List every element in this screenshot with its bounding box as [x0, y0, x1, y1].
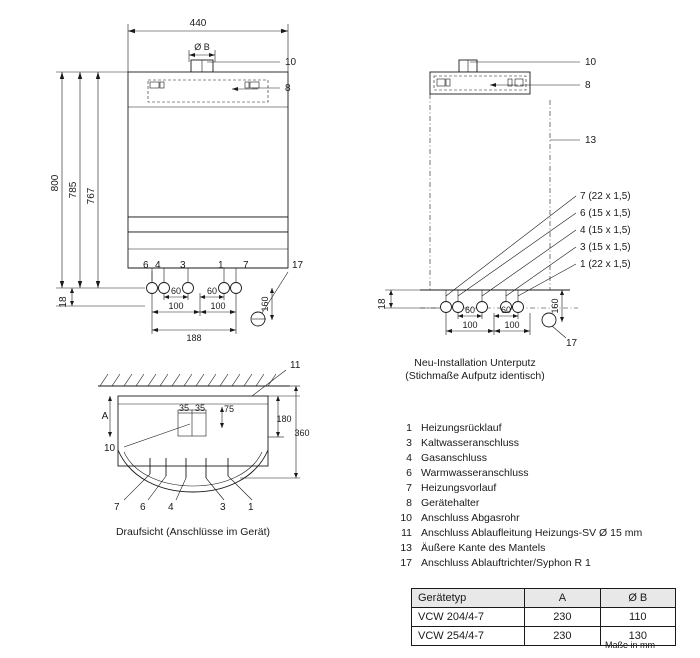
table-unit-note: Maße in mm	[605, 640, 656, 650]
side-pipe-label-6: 6 (15 x 1,5)	[580, 208, 631, 219]
front-dim-785: 785	[68, 181, 79, 199]
top-view-caption: Draufsicht (Anschlüsse im Gerät)	[115, 526, 271, 538]
legend-text-8: Äußere Kante des Mantels	[421, 542, 546, 554]
side-dim-60-a: 60	[464, 305, 476, 315]
legend-text-3: Warmwasseranschluss	[421, 467, 529, 479]
front-view	[50, 18, 304, 343]
table-cell-a-1: 230	[525, 627, 600, 646]
legend-text-2: Gasanschluss	[421, 452, 487, 464]
side-callout-13: 13	[585, 135, 597, 146]
legend-num-9: 17	[400, 557, 412, 569]
legend	[400, 422, 642, 569]
legend-num-8: 13	[400, 542, 412, 554]
front-dim-188: 188	[186, 333, 202, 343]
top-callout-11: 11	[290, 360, 301, 371]
legend-text-7: Anschluss Ablaufleitung Heizungs-SV Ø 15 mm	[421, 527, 643, 539]
legend-text-1: Kaltwasseranschluss	[421, 437, 520, 449]
table-cell-b-1: 130	[600, 627, 675, 646]
side-view-caption-line2: (Stichmaße Aufputz identisch)	[405, 370, 545, 382]
front-dim-60-a: 60	[170, 286, 182, 296]
side-dim-18: 18	[377, 298, 388, 310]
table-header-row	[412, 589, 676, 608]
top-dim-a: A	[101, 411, 109, 422]
front-dim-767: 767	[86, 187, 97, 205]
top-view	[98, 360, 310, 538]
front-callout-17: 17	[292, 260, 304, 271]
side-callout-8: 8	[585, 80, 591, 91]
table-cell-type-0: VCW 204/4-7	[412, 608, 525, 627]
front-callout-8: 8	[285, 83, 291, 94]
legend-num-6: 10	[400, 512, 412, 524]
front-callout-10: 10	[285, 57, 297, 68]
side-connections	[441, 290, 524, 313]
table-header-a: A	[525, 589, 600, 608]
front-dim-440: 440	[189, 18, 207, 29]
side-callout-17: 17	[566, 338, 578, 349]
top-callout-6: 6	[140, 502, 146, 513]
legend-text-4: Heizungsvorlauf	[421, 482, 497, 494]
table-row	[412, 608, 676, 627]
front-dim-800: 800	[50, 174, 61, 192]
front-callout-7: 6	[143, 260, 149, 271]
front-callout-6: 4	[155, 260, 161, 271]
front-callout-1: 7	[243, 260, 249, 271]
front-dim-100-a: 100	[168, 301, 184, 311]
top-dim-180: 180	[276, 414, 292, 424]
front-dim-100-b: 100	[210, 301, 226, 311]
table-cell-a-0: 230	[525, 608, 600, 627]
legend-num-2: 4	[406, 452, 412, 464]
legend-num-5: 8	[406, 497, 412, 509]
legend-num-0: 1	[406, 422, 412, 434]
table-header-geraetetyp: Gerätetyp	[412, 589, 525, 608]
front-dim-160: 160	[260, 296, 270, 312]
table-header-b: Ø B	[600, 589, 675, 608]
side-pipe-label-1: 1 (22 x 1,5)	[580, 259, 631, 270]
front-callout-4: 3	[180, 260, 186, 271]
top-callout-3: 3	[220, 502, 226, 513]
legend-num-4: 7	[406, 482, 412, 494]
side-callout-10: 10	[585, 57, 597, 68]
side-pipe-label-4: 4 (15 x 1,5)	[580, 225, 631, 236]
legend-text-9: Anschluss Ablauftrichter/Syphon R 1	[421, 557, 591, 569]
top-callout-4: 4	[168, 502, 174, 513]
top-dim-35-b: 35	[194, 403, 206, 413]
legend-num-1: 3	[406, 437, 412, 449]
legend-text-5: Gerätehalter	[421, 497, 480, 509]
side-view	[377, 57, 631, 382]
side-dim-100-b: 100	[504, 320, 520, 330]
legend-text-0: Heizungsrücklauf	[421, 422, 502, 434]
front-callout-3: 1	[218, 260, 224, 271]
legend-num-7: 11	[401, 527, 412, 539]
legend-text-6: Anschluss Abgasrohr	[421, 512, 520, 524]
front-connections	[147, 268, 242, 294]
top-callout-10: 10	[104, 443, 116, 454]
table-cell-type-1: VCW 254/4-7	[412, 627, 525, 646]
side-pipe-label-3: 3 (15 x 1,5)	[580, 242, 631, 253]
side-view-caption-line1: Neu-Installation Unterputz	[414, 357, 536, 369]
spec-table	[411, 588, 676, 646]
top-dim-35-a: 35	[178, 403, 190, 413]
side-pipe-label-7: 7 (22 x 1,5)	[580, 191, 631, 202]
front-dim-18: 18	[58, 296, 69, 308]
legend-num-3: 6	[406, 467, 412, 479]
front-dim-diameter-b: Ø B	[194, 42, 210, 52]
side-dim-100-a: 100	[462, 320, 478, 330]
table-cell-b-0: 110	[600, 608, 675, 627]
top-dim-75: 75	[223, 404, 235, 414]
side-dim-60-b: 60	[500, 305, 512, 315]
top-dim-360: 360	[294, 428, 310, 438]
side-dim-160: 160	[550, 298, 560, 314]
top-callout-7: 7	[114, 502, 120, 513]
top-callout-1: 1	[248, 502, 254, 513]
front-dim-60-b: 60	[206, 286, 218, 296]
